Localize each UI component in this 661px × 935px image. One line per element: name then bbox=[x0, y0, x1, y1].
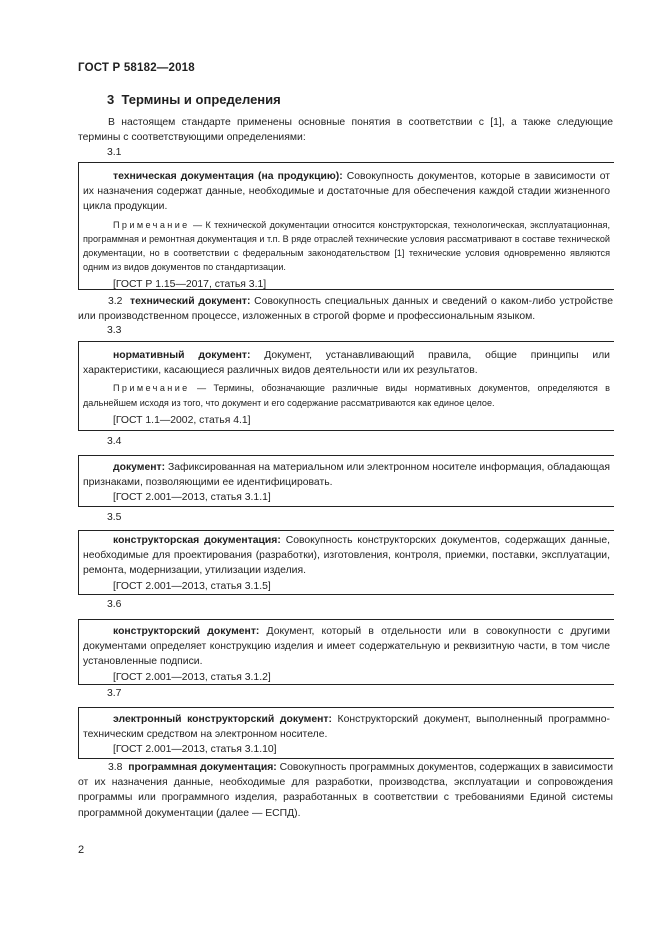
term-definition-3-8 bbox=[78, 760, 613, 821]
definition-text: Совокупность программных документов, содержащих в зависимости от их назначения данные, необходимые для разработки, производства, эксплуатации и сопровождения программы или программного изделия, разработанных в соответствии с требованиями Единой системы программной документации (далее — ЕСПД). bbox=[78, 762, 614, 819]
term-note bbox=[83, 218, 610, 275]
section-number: 3 bbox=[107, 92, 115, 107]
entry-number: 3.5 bbox=[107, 512, 122, 523]
term-definition bbox=[83, 533, 610, 579]
entry-number: 3.3 bbox=[107, 325, 122, 336]
entry-number: 3.7 bbox=[107, 688, 122, 699]
entry-number: 3.1 bbox=[107, 147, 122, 158]
term: документ: bbox=[113, 462, 166, 473]
term: нормативный документ: bbox=[113, 350, 251, 361]
term: технический документ: bbox=[129, 296, 251, 307]
entry-number: 3.4 bbox=[107, 436, 122, 447]
term: электронный конструкторский документ: bbox=[113, 714, 332, 725]
page-number: 2 bbox=[78, 844, 85, 856]
term: конструкторский документ: bbox=[113, 626, 260, 637]
term-definition bbox=[83, 348, 610, 378]
term-definition bbox=[83, 169, 610, 215]
standard-designation: ГОСТ Р 58182—2018 bbox=[78, 62, 195, 74]
term: конструкторская документация: bbox=[113, 535, 281, 546]
entry-number: 3.2 bbox=[108, 296, 123, 307]
term-reference: [ГОСТ 1.1—2002, статья 4.1] bbox=[113, 414, 251, 426]
definition-text: Совокупность специальных данных и сведений о каком-либо устройстве или производственном процессе, изложенных в строгой форме и профессиональным языком. bbox=[78, 296, 613, 323]
section-intro: В настоящем стандарте применены основные понятия в соответствии с [1], а также следующие термины с соответствующими определениями: bbox=[78, 117, 613, 144]
entry-number: 3.8 bbox=[108, 762, 123, 773]
note-label: Примечание bbox=[113, 219, 190, 230]
term-note bbox=[83, 381, 610, 409]
note-label: Примечание bbox=[113, 383, 190, 394]
term-reference: [ГОСТ 2.001—2013, статья 3.1.10] bbox=[113, 744, 277, 756]
term-reference: [ГОСТ 2.001—2013, статья 3.1.1] bbox=[113, 492, 271, 504]
definition-text: Зафиксированная на материальном или электронном носителе информация, обладающая признаками, позволяющими ее идентифицировать. bbox=[83, 462, 610, 489]
term-definition-3-2 bbox=[78, 294, 613, 324]
term-reference: [ГОСТ 2.001—2013, статья 3.1.5] bbox=[113, 580, 271, 592]
term-definition bbox=[83, 460, 610, 490]
term-box-3-7 bbox=[78, 707, 614, 759]
definition-text: Совокупность конструкторских документов, содержащих данные, необходимые для проектирования (разработки), изготовления, контроля, приемки, поставки, эксплуатации, ремонта, модернизации, утилизации изделия. bbox=[83, 535, 610, 577]
term-definition bbox=[83, 624, 610, 670]
definition-text: Документ, который в отдельности или в совокупности с другими документами определяет конструкцию изделия и имеет содержательную и реквизитную части, в том числе установленные подписи. bbox=[83, 626, 611, 668]
entry-number: 3.6 bbox=[107, 599, 122, 610]
term-box-3-1 bbox=[78, 162, 614, 290]
term-box-3-6 bbox=[78, 619, 614, 685]
note-text: — К технической документации относится конструкторская, технологическая, эксплуатационная, программная и ремонтная документация и т.п. В ряде отраслей технические условия рассматривают в составе технической документации, но в соответствии с федеральным законодательством [1] технические условия одновременно являются одним из видов документов по стандартизации. bbox=[83, 219, 610, 273]
term: техническая документация (на продукцию): bbox=[113, 171, 343, 182]
definition-text: Конструкторский документ, выполненный программно-техническим средством на электронном носителе. bbox=[83, 714, 610, 741]
term-box-3-3 bbox=[78, 341, 614, 431]
term-reference: [ГОСТ 2.001—2013, статья 3.1.2] bbox=[113, 671, 271, 683]
term-reference: [ГОСТ Р 1.15—2017, статья 3.1] bbox=[113, 279, 267, 291]
term-box-3-5 bbox=[78, 530, 614, 595]
term: программная документация: bbox=[128, 762, 277, 773]
definition-text: Документ, устанавливающий правила, общие принципы или характеристики, касающиеся различных видов деятельности или их результатов. bbox=[83, 350, 610, 377]
term-definition bbox=[83, 712, 610, 742]
section-title: Термины и определения bbox=[121, 92, 281, 107]
definition-text: Совокупность документов, которые в зависимости от их назначения содержат данные, необходимые и достаточные для обеспечения каждой стадии жизненного цикла продукции. bbox=[83, 171, 610, 213]
section-heading bbox=[107, 92, 281, 107]
term-box-3-4 bbox=[78, 455, 614, 507]
note-text: — Термины, обозначающие различные виды нормативных документов, определяются в дальнейшем исходя из того, что документ и его содержание рассматриваются как единое целое. bbox=[83, 383, 610, 408]
